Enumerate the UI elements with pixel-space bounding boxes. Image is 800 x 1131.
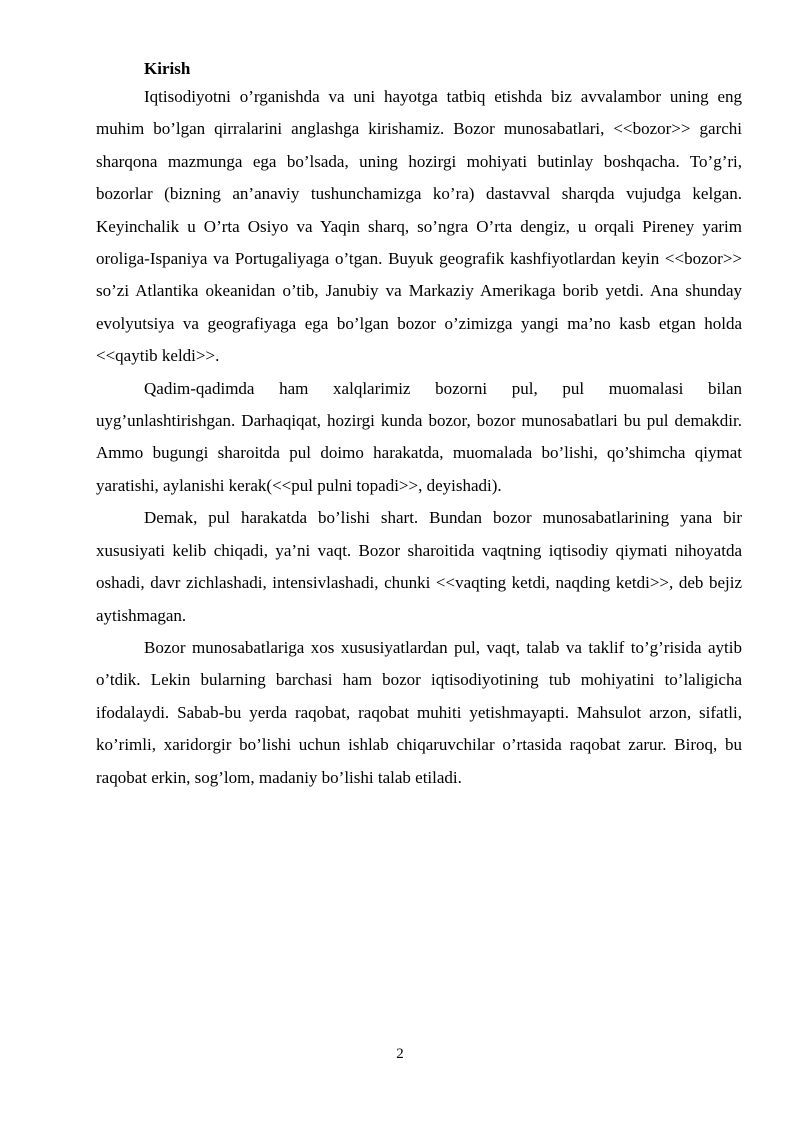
paragraph-competition: Bozor munosabatlariga xos xususiyatlardan pul, vaqt, talab va taklif to’g’risida aytib o’tdik. Lekin bularning barchasi ham bozor iqtisodiyotining tub mohiyatini to’laligicha ifodalaydi. Sabab-bu yerda raqobat, raqobat muhiti yetishmayapti. Mahsulot arzon, sifatli, ko’rimli, xaridorgir bo’lishi uchun ishlab chiqaruvchilar o’rtasida raqobat zarur. Biroq, bu raqobat erkin, sog’lom, madaniy bo’lishi talab etiladi.	[96, 637, 742, 787]
paragraph-money: Qadim-qadimda ham xalqlarimiz bozorni pul, pul muomalasi bilan uyg’unlashtirishgan. Darhaqiqat, hozirgi kunda bozor, bozor munosabatlari bu pul demakdir. Ammo bugungi sharoitda pul doimo harakatda, muomalada bo’lishi, qo’shimcha qiymat yaratishi, aylanishi kerak(<<pul pulni topadi>>, deyishadi).	[96, 378, 742, 495]
paragraph-time: Demak, pul harakatda bo’lishi shart. Bundan bozor munosabatlarining yana bir xususiyati kelib chiqadi, ya’ni vaqt. Bozor sharoitida vaqtning iqtisodiy qiymati nihoyatda oshadi, davr zichlashadi, intensivlashadi, chunki <<vaqting ketdi, naqding ketdi>>, deb bejiz aytishmagan.	[96, 508, 742, 625]
page-number: 2	[396, 1046, 404, 1062]
document-body	[96, 56, 742, 794]
paragraph-intro: Iqtisodiyotni o’rganishda va uni hayotga tatbiq etishda biz avvalambor uning eng muhim bo’lgan qirralarini anglashga kirishamiz. Bozor munosabatlari, <<bozor>> garchi sharqona mazmunga ega bo’lsada, uning hozirgi mohiyati butinlay boshqacha. To’g’ri, bozorlar (bizning an’anaviy tushunchamizga ko’ra) dastavval sharqda vujudga kelgan. Keyinchalik u O’rta Osiyo va Yaqin sharq, so’ngra O’rta dengiz, u orqali Pireney yarim oroliga-Ispaniya va Portugaliyaga o’tgan. Buyuk geografik kashfiyotlardan keyin <<bozor>> so’zi Atlantika okeanidan o’tib, Janubiy va Markaziy Amerikaga borib yetdi. Ana shunday evolyutsiya va geografiyaga ega bo’lgan bozor o’zimizga yangi ma’no kasb etgan holda <<qaytib keldi>>.	[96, 87, 742, 366]
section-heading: Kirish	[144, 59, 191, 78]
